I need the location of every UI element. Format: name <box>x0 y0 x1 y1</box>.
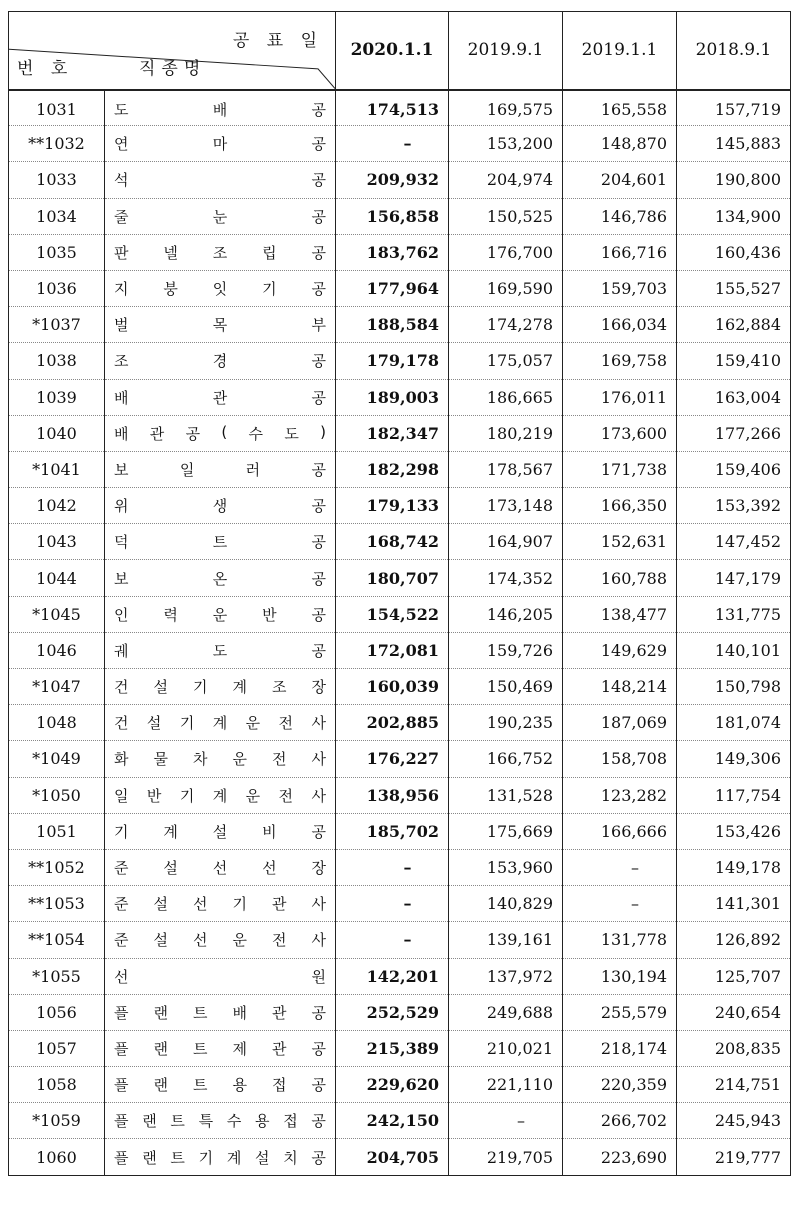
table-row <box>9 632 791 668</box>
row-number: **1032 <box>9 126 105 162</box>
wage-value: 157,719 <box>677 90 791 126</box>
row-number: 1036 <box>9 270 105 306</box>
job-name-text: 배 관 공 <box>114 388 326 407</box>
table-row <box>9 994 791 1030</box>
row-number: 1060 <box>9 1139 105 1175</box>
row-number: *1050 <box>9 777 105 813</box>
wage-value: 166,716 <box>563 234 677 270</box>
job-name <box>105 560 336 596</box>
job-name-text: 화 물 차 운 전 사 <box>114 750 326 769</box>
wage-value: 169,758 <box>563 343 677 379</box>
wage-value: 159,726 <box>449 632 563 668</box>
wage-value: 174,278 <box>449 307 563 343</box>
job-name-text: 플 랜 트 제 관 공 <box>114 1039 326 1058</box>
wage-value: 204,601 <box>563 162 677 198</box>
wage-value: 177,964 <box>336 270 449 306</box>
wage-value: 190,800 <box>677 162 791 198</box>
job-name <box>105 198 336 234</box>
job-name <box>105 307 336 343</box>
wage-value: 146,205 <box>449 596 563 632</box>
wage-value: 150,798 <box>677 669 791 705</box>
row-number: *1055 <box>9 958 105 994</box>
table-row <box>9 958 791 994</box>
wage-value: 154,522 <box>336 596 449 632</box>
wage-value: 149,306 <box>677 741 791 777</box>
table-row <box>9 849 791 885</box>
wage-value: 209,932 <box>336 162 449 198</box>
wage-value: 202,885 <box>336 705 449 741</box>
wage-value: 138,956 <box>336 777 449 813</box>
wage-value: 182,347 <box>336 415 449 451</box>
wage-value: 240,654 <box>677 994 791 1030</box>
job-name <box>105 958 336 994</box>
wage-value: 147,179 <box>677 560 791 596</box>
wage-value: 166,752 <box>449 741 563 777</box>
job-name-text: 보 일 러 공 <box>114 460 326 479</box>
job-name <box>105 270 336 306</box>
job-name <box>105 90 336 126</box>
wage-value: 159,703 <box>563 270 677 306</box>
wage-value: 163,004 <box>677 379 791 415</box>
wage-value: 252,529 <box>336 994 449 1030</box>
wage-value: 160,436 <box>677 234 791 270</box>
row-number: 1046 <box>9 632 105 668</box>
table-row <box>9 524 791 560</box>
wage-value: 180,219 <box>449 415 563 451</box>
wage-value: 214,751 <box>677 1067 791 1103</box>
wage-value: 169,575 <box>449 90 563 126</box>
job-name <box>105 415 336 451</box>
wage-value: 219,705 <box>449 1139 563 1175</box>
row-number: *1041 <box>9 451 105 487</box>
job-name-text: 건 설 기 계 운 전 사 <box>114 714 326 733</box>
job-name-text: 궤 도 공 <box>114 641 326 660</box>
wage-value: 175,669 <box>449 813 563 849</box>
job-name-text: 도 배 공 <box>114 100 326 119</box>
table-row <box>9 922 791 958</box>
job-name-text: 플 랜 트 용 접 공 <box>114 1076 326 1095</box>
wage-value: 176,011 <box>563 379 677 415</box>
wage-value: 215,389 <box>336 1030 449 1066</box>
job-name-text: 플 랜 트 배 관 공 <box>114 1003 326 1022</box>
wage-value: 229,620 <box>336 1067 449 1103</box>
table-row <box>9 813 791 849</box>
wage-value: 186,665 <box>449 379 563 415</box>
wage-value: 153,200 <box>449 126 563 162</box>
wage-value: – <box>336 922 449 958</box>
wage-value: 131,528 <box>449 777 563 813</box>
wage-value: 152,631 <box>563 524 677 560</box>
table-row <box>9 343 791 379</box>
job-name-text: 보 온 공 <box>114 569 326 588</box>
wage-value: 173,600 <box>563 415 677 451</box>
wage-value: 140,829 <box>449 886 563 922</box>
row-number: *1047 <box>9 669 105 705</box>
table-row <box>9 126 791 162</box>
wage-value: 165,558 <box>563 90 677 126</box>
job-name <box>105 524 336 560</box>
wage-value: 182,298 <box>336 451 449 487</box>
wage-value: 242,150 <box>336 1103 449 1139</box>
job-name-text: 석 공 <box>114 171 326 190</box>
wage-value: 138,477 <box>563 596 677 632</box>
wage-value: 249,688 <box>449 994 563 1030</box>
job-name <box>105 741 336 777</box>
row-number: 1034 <box>9 198 105 234</box>
job-name <box>105 126 336 162</box>
job-name <box>105 1067 336 1103</box>
wage-value: 159,410 <box>677 343 791 379</box>
wage-value: 146,786 <box>563 198 677 234</box>
wage-value: 153,426 <box>677 813 791 849</box>
wage-value: 150,525 <box>449 198 563 234</box>
job-name-text: 준 설 선 운 전 사 <box>114 931 326 950</box>
table-row <box>9 777 791 813</box>
row-number: *1049 <box>9 741 105 777</box>
wage-value: 156,858 <box>336 198 449 234</box>
wage-value: – <box>563 886 677 922</box>
wage-value: 190,235 <box>449 705 563 741</box>
wage-value: 125,707 <box>677 958 791 994</box>
wage-value: 178,567 <box>449 451 563 487</box>
table-row <box>9 560 791 596</box>
wage-value: 174,352 <box>449 560 563 596</box>
wage-value: 173,148 <box>449 488 563 524</box>
job-name <box>105 1030 336 1066</box>
table-row <box>9 741 791 777</box>
table-row <box>9 1067 791 1103</box>
wage-value: 153,392 <box>677 488 791 524</box>
wage-value: 166,034 <box>563 307 677 343</box>
wage-value: 179,178 <box>336 343 449 379</box>
wage-value: 160,788 <box>563 560 677 596</box>
job-name-text: 덕 트 공 <box>114 533 326 552</box>
row-number: 1044 <box>9 560 105 596</box>
job-name-text: 위 생 공 <box>114 497 326 516</box>
row-number: **1052 <box>9 849 105 885</box>
job-name <box>105 488 336 524</box>
job-name <box>105 596 336 632</box>
job-name <box>105 922 336 958</box>
table-row <box>9 90 791 126</box>
number-label: 번 호 <box>17 58 74 79</box>
row-number: **1054 <box>9 922 105 958</box>
job-name <box>105 451 336 487</box>
row-number: 1056 <box>9 994 105 1030</box>
table-row <box>9 886 791 922</box>
wage-value: 150,469 <box>449 669 563 705</box>
row-number: 1031 <box>9 90 105 126</box>
wage-value: 204,974 <box>449 162 563 198</box>
wage-value: 175,057 <box>449 343 563 379</box>
wage-value: – <box>449 1103 563 1139</box>
wage-value: 223,690 <box>563 1139 677 1175</box>
wage-value: 177,266 <box>677 415 791 451</box>
wage-value: 210,021 <box>449 1030 563 1066</box>
job-name-text: 플 랜 트 기 계 설 치 공 <box>114 1148 326 1167</box>
table-row <box>9 488 791 524</box>
row-number: *1045 <box>9 596 105 632</box>
wage-value: 266,702 <box>563 1103 677 1139</box>
job-name-text: 줄 눈 공 <box>114 207 326 226</box>
wage-value: 148,214 <box>563 669 677 705</box>
wage-value: 140,101 <box>677 632 791 668</box>
job-name-text: 기 계 설 비 공 <box>114 822 326 841</box>
wage-value: 159,406 <box>677 451 791 487</box>
job-name-text: 일 반 기 계 운 전 사 <box>114 786 326 805</box>
job-name-text: 벌 목 부 <box>114 316 326 335</box>
wage-value: 255,579 <box>563 994 677 1030</box>
wage-value: 158,708 <box>563 741 677 777</box>
row-number: 1058 <box>9 1067 105 1103</box>
row-number: 1039 <box>9 379 105 415</box>
table-row <box>9 198 791 234</box>
wage-value: 174,513 <box>336 90 449 126</box>
job-name <box>105 813 336 849</box>
row-number: 1051 <box>9 813 105 849</box>
table-row <box>9 705 791 741</box>
row-number: *1037 <box>9 307 105 343</box>
wage-value: 130,194 <box>563 958 677 994</box>
wage-value: 166,666 <box>563 813 677 849</box>
job-label: 직종명 <box>139 58 207 79</box>
table-row <box>9 1103 791 1139</box>
wage-value: 153,960 <box>449 849 563 885</box>
row-number: **1053 <box>9 886 105 922</box>
table-row <box>9 234 791 270</box>
job-name <box>105 234 336 270</box>
row-number: 1033 <box>9 162 105 198</box>
date-label: 공 표 일 <box>232 31 323 51</box>
wage-value: 117,754 <box>677 777 791 813</box>
job-name-text: 배 관 공 ( 수 도 ) <box>114 422 326 443</box>
job-name <box>105 1139 336 1175</box>
row-number: 1040 <box>9 415 105 451</box>
job-name <box>105 669 336 705</box>
wage-value: 149,178 <box>677 849 791 885</box>
wage-value: 166,350 <box>563 488 677 524</box>
wage-value: 180,707 <box>336 560 449 596</box>
wage-value: 172,081 <box>336 632 449 668</box>
wage-value: 245,943 <box>677 1103 791 1139</box>
wage-value: 126,892 <box>677 922 791 958</box>
wage-value: 221,110 <box>449 1067 563 1103</box>
wage-value: 148,870 <box>563 126 677 162</box>
table-row <box>9 669 791 705</box>
wage-value: 162,884 <box>677 307 791 343</box>
wage-value: 185,702 <box>336 813 449 849</box>
date-col-1: 2020.1.1 <box>336 12 449 90</box>
job-name <box>105 886 336 922</box>
table-row <box>9 415 791 451</box>
row-number: 1042 <box>9 488 105 524</box>
row-number: 1057 <box>9 1030 105 1066</box>
job-name-text: 연 마 공 <box>114 135 326 154</box>
wage-value: 145,883 <box>677 126 791 162</box>
job-name-text: 선 원 <box>114 967 326 986</box>
wage-value: 220,359 <box>563 1067 677 1103</box>
table-header <box>9 12 791 90</box>
table-row <box>9 307 791 343</box>
wage-value: 123,282 <box>563 777 677 813</box>
job-name <box>105 849 336 885</box>
wage-value: 183,762 <box>336 234 449 270</box>
table-row <box>9 162 791 198</box>
job-name-text: 인 력 운 반 공 <box>114 605 326 624</box>
job-name-text: 준 설 선 선 장 <box>114 859 326 878</box>
wage-value: 141,301 <box>677 886 791 922</box>
wage-value: 168,742 <box>336 524 449 560</box>
row-number: 1038 <box>9 343 105 379</box>
wage-value: 218,174 <box>563 1030 677 1066</box>
wage-value: – <box>563 849 677 885</box>
wage-value: 142,201 <box>336 958 449 994</box>
job-name <box>105 1103 336 1139</box>
wage-value: 160,039 <box>336 669 449 705</box>
wage-value: 147,452 <box>677 524 791 560</box>
table-row <box>9 451 791 487</box>
wage-value: 187,069 <box>563 705 677 741</box>
table-row <box>9 379 791 415</box>
wage-table-container <box>8 11 790 1176</box>
diagonal-header-cell <box>9 12 336 90</box>
date-col-3: 2019.1.1 <box>563 12 677 90</box>
wage-value: – <box>336 886 449 922</box>
wage-value: 131,778 <box>563 922 677 958</box>
date-col-4: 2018.9.1 <box>677 12 791 90</box>
job-name-text: 조 경 공 <box>114 352 326 371</box>
table-row <box>9 270 791 306</box>
row-number: 1035 <box>9 234 105 270</box>
job-name-text: 건 설 기 계 조 장 <box>114 678 326 697</box>
wage-value: 176,700 <box>449 234 563 270</box>
wage-value: 208,835 <box>677 1030 791 1066</box>
wage-value: 137,972 <box>449 958 563 994</box>
job-name-text: 판 넬 조 립 공 <box>114 243 326 262</box>
wage-value: 171,738 <box>563 451 677 487</box>
job-name <box>105 705 336 741</box>
row-number: 1043 <box>9 524 105 560</box>
wage-value: 131,775 <box>677 596 791 632</box>
table-row <box>9 1139 791 1175</box>
wage-value: 149,629 <box>563 632 677 668</box>
job-name <box>105 379 336 415</box>
wage-value: 188,584 <box>336 307 449 343</box>
table-body <box>9 90 791 1176</box>
job-name <box>105 777 336 813</box>
job-name <box>105 162 336 198</box>
job-name <box>105 343 336 379</box>
wage-value: 164,907 <box>449 524 563 560</box>
job-name <box>105 994 336 1030</box>
wage-value: 204,705 <box>336 1139 449 1175</box>
table-row <box>9 596 791 632</box>
wage-value: 134,900 <box>677 198 791 234</box>
wage-value: 139,161 <box>449 922 563 958</box>
date-col-2: 2019.9.1 <box>449 12 563 90</box>
wage-table <box>8 11 791 1176</box>
wage-value: 169,590 <box>449 270 563 306</box>
wage-value: – <box>336 126 449 162</box>
row-number: 1048 <box>9 705 105 741</box>
wage-value: 219,777 <box>677 1139 791 1175</box>
table-row <box>9 1030 791 1066</box>
wage-value: – <box>336 849 449 885</box>
wage-value: 181,074 <box>677 705 791 741</box>
job-name <box>105 632 336 668</box>
job-name-text: 플 랜 트 특 수 용 접 공 <box>114 1112 326 1131</box>
job-name-text: 준 설 선 기 관 사 <box>114 895 326 914</box>
row-number: *1059 <box>9 1103 105 1139</box>
wage-value: 155,527 <box>677 270 791 306</box>
wage-value: 179,133 <box>336 488 449 524</box>
wage-value: 176,227 <box>336 741 449 777</box>
wage-value: 189,003 <box>336 379 449 415</box>
job-name-text: 지 붕 잇 기 공 <box>114 280 326 299</box>
